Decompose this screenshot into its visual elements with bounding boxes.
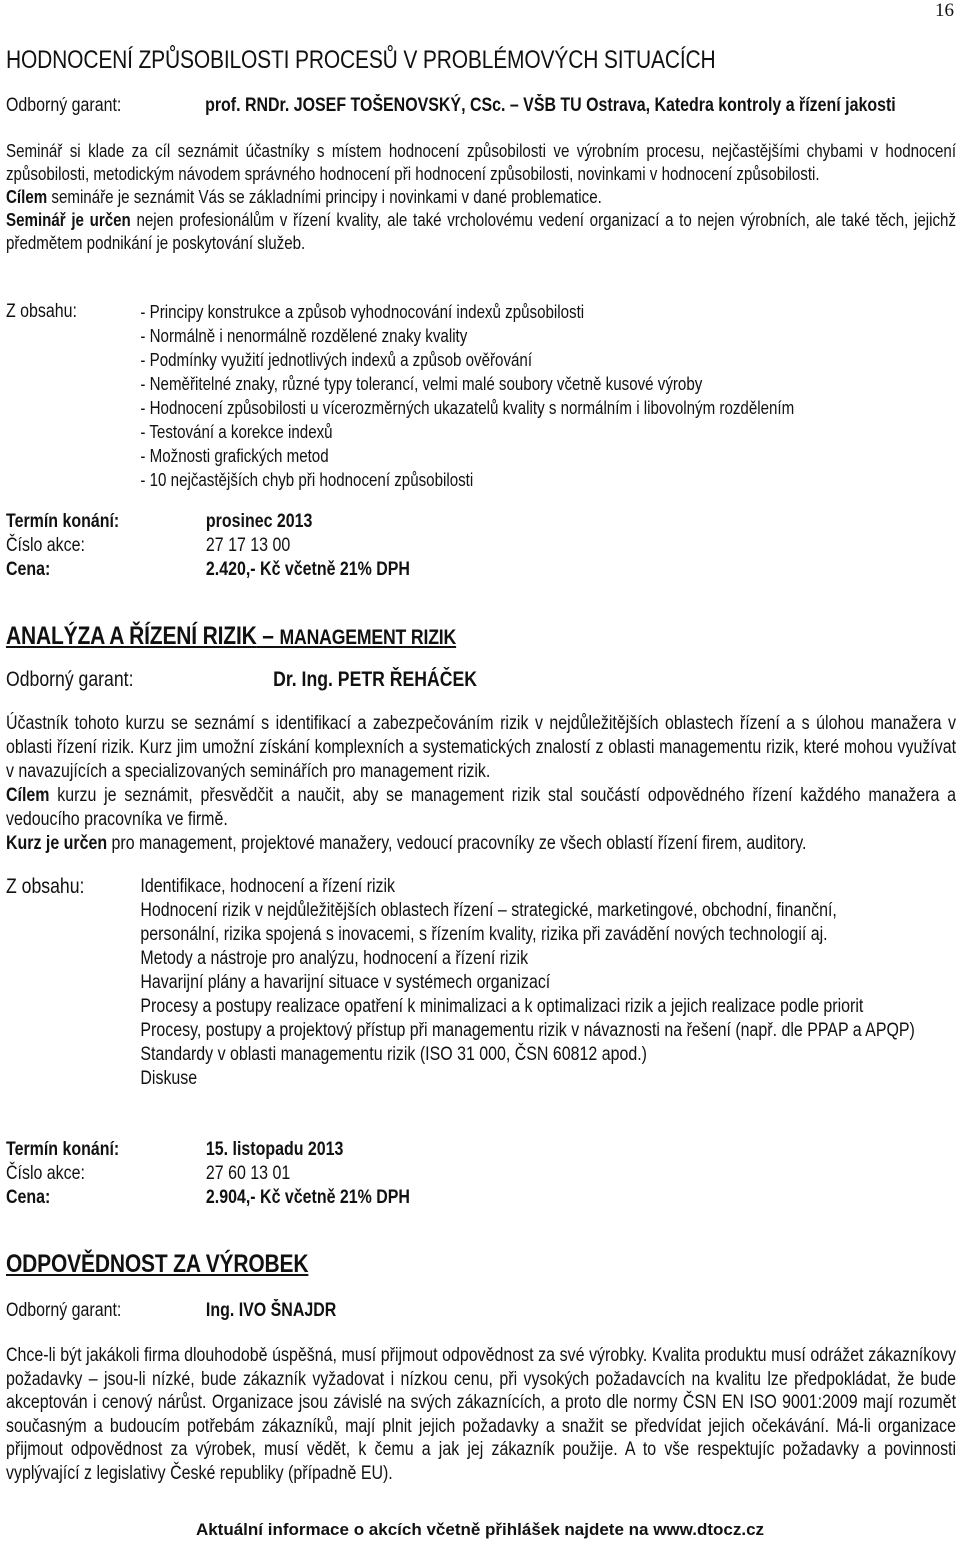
list-item: - Hodnocení způsobilosti u vícerozměrných ukazatelů kvality s normálním i libovolným rozdělením — [140, 398, 795, 418]
goal-text: semináře je seznámit Vás se základními principy i novinkami v dané problematice. — [47, 187, 602, 207]
termin-value: 15. listopadu 2013 — [205, 1139, 344, 1160]
garant-label: Odborný garant: — [6, 95, 122, 116]
termin-label: Termín konání: — [6, 511, 120, 532]
goal-text: kurzu je seznámit, přesvědčit a naučit, aby se management rizik stal součástí odpovědného řízení každého manažera a vedoucího pracovníka ve firmě. — [6, 785, 957, 830]
cislo-row — [6, 1162, 956, 1186]
list-item: - Normálně i nenormálně rozdělené znaky kvality — [140, 326, 468, 346]
termin-value: prosinec 2013 — [205, 511, 313, 532]
contents-label: Z obsahu: — [6, 301, 77, 322]
cislo-value: 27 60 13 01 — [205, 1163, 291, 1184]
cena-value: 2.904,- Kč včetně 21% DPH — [205, 1187, 410, 1208]
garant-label: Odborný garant: — [6, 668, 134, 691]
list-item: - Principy konstrukce a způsob vyhodnocování indexů způsobilosti — [140, 302, 585, 322]
termin-label: Termín konání: — [6, 1139, 120, 1160]
list-item: - Možnosti grafických metod — [140, 446, 329, 466]
section-2-title — [6, 622, 956, 651]
section-2-info — [6, 1138, 956, 1210]
cena-row — [6, 1186, 956, 1210]
garant-label: Odborný garant: — [6, 1300, 122, 1321]
section-2-title-wrap — [6, 622, 956, 651]
garant-value: Dr. Ing. PETR ŘEHÁČEK — [273, 668, 477, 691]
list-item: Havarijní plány a havarijní situace v systémech organizací — [140, 972, 551, 993]
cena-row — [6, 558, 956, 582]
section-3-text — [6, 1344, 956, 1485]
cislo-label: Číslo akce: — [6, 535, 85, 556]
cena-label: Cena: — [6, 1187, 51, 1208]
contents-label: Z obsahu: — [6, 875, 85, 898]
target-text: nejen profesionálům v řízení kvality, ale také vrcholovému vedení organizací a to nejen výrobních, ale také těch, jejichž předmětem podnikání je poskytování služeb. — [6, 210, 957, 253]
list-item: - Podmínky využití jednotlivých indexů a způsob ověřování — [140, 350, 533, 370]
body-text: Chce-li být jakákoli firma dlouhodobě úspěšná, musí přijmout odpovědnost za své výrobky. Kvalita produktu musí odrážet zákazníkovy požadavky – jsou-li nízké, bude zákazník vyžadovat i nízkou cenu, při vysokých požadavcích na kvalitu lze předpokládat, že bude akceptován i cenový nárůst. Organizace jsou závislé na svých zákaznících, a proto dle normy ČSN EN ISO 9001:2009 mají rozumět současným a budoucím potřebám zákazníků, mají plnit jejich požadavky a snažit se předvídat jejich očekávání. Má-li organizace přijmout odpovědnost za výrobek, musí vědět, k čemu a jak jej zákazník použije. A to vše respektujíc požadavky a povinnosti vyplývající z legislativy České republiky (případně EU). — [6, 1345, 957, 1484]
page-number: 16 — [935, 0, 954, 21]
list-item: Procesy a postupy realizace opatření k minimalizaci a k optimalizaci rizik a jejich realizace podle priorit — [140, 996, 864, 1017]
target-label: Kurz je určen — [6, 833, 108, 854]
footer-note: Aktuální informace o akcích včetně přihlášek najdete na www.dtocz.cz — [195, 1520, 765, 1539]
section-1-garant — [6, 95, 956, 117]
section-2-title-sep: – — [256, 622, 280, 650]
section-2-garant — [6, 668, 956, 692]
list-item: - Testování a korekce indexů — [140, 422, 333, 442]
list-item: Procesy, postupy a projektový přístup při managementu rizik v návaznosti na řešení (např. dle PPAP a APQP) — [140, 1020, 915, 1041]
section-3-title: ODPOVĚDNOST ZA VÝROBEK — [6, 1250, 309, 1278]
list-item: Metody a nástroje pro analýzu, hodnocení a řízení rizik — [140, 948, 529, 969]
intro-text: Účastník tohoto kurzu se seznámí s identifikací a zabezpečováním rizik v nejdůležitějších oblastech řízení a s úlohou manažera v oblasti řízení rizik. Kurz jim umožní získání komplexních a systematických znalostí z oblasti managementu rizik, které mohou využívat v navazujících a specializovaných seminářích pro management rizik. — [6, 713, 957, 782]
intro-text: Seminář si klade za cíl seznámit účastníky s místem hodnocení způsobilosti ve výrobním procesu, nejčastějšími chybami v hodnocení způsobilosti, metodickým návodem správného hodnocení při hodnocení způsobilosti, novinkami v hodnocení způsobilosti. — [6, 141, 957, 184]
cislo-row — [6, 534, 956, 558]
section-1-intro — [6, 140, 956, 255]
list-item: - Neměřitelné znaky, různé typy tolerancí, velmi malé soubory včetně kusové výroby — [140, 374, 703, 394]
section-2-title-sub: MANAGEMENT RIZIK — [279, 626, 457, 649]
list-item: Standardy v oblasti managementu rizik (ISO 31 000, ČSN 60812 apod.) — [140, 1044, 647, 1065]
target-text: pro management, projektové manažery, vedoucí pracovníky ze všech oblastí řízení firem, auditory. — [107, 833, 807, 854]
garant-value: Ing. IVO ŠNAJDR — [205, 1300, 337, 1321]
section-2-title-main: ANALÝZA A ŘÍZENÍ RIZIK — [6, 622, 257, 650]
section-3-garant — [6, 1300, 956, 1322]
cislo-value: 27 17 13 00 — [205, 535, 291, 556]
cena-label: Cena: — [6, 559, 51, 580]
target-label: Seminář je určen — [6, 210, 131, 230]
list-item: Diskuse — [140, 1068, 198, 1089]
section-1-title-wrap — [6, 46, 956, 75]
section-2-intro — [6, 712, 956, 856]
goal-label: Cílem — [6, 187, 48, 207]
cena-value: 2.420,- Kč včetně 21% DPH — [205, 559, 410, 580]
cislo-label: Číslo akce: — [6, 1163, 85, 1184]
goal-label: Cílem — [6, 785, 50, 806]
garant-value: prof. RNDr. JOSEF TOŠENOVSKÝ, CSc. – VŠB TU Ostrava, Katedra kontroly a řízení jakosti — [205, 95, 896, 116]
section-1-title: HODNOCENÍ ZPŮSOBILOSTI PROCESŮ V PROBLÉMOVÝCH SITUACÍCH — [6, 46, 716, 74]
section-3-title-wrap — [6, 1250, 956, 1279]
contents-list — [140, 875, 917, 1091]
termin-row — [6, 1138, 956, 1162]
list-item: Hodnocení rizik v nejdůležitějších oblastech řízení – strategické, marketingové, obchodní, finanční, personální, rizika spojená s inovacemi, s řízením kvality, rizika při zavádění nových technologií aj. — [140, 900, 837, 945]
contents-list — [140, 300, 794, 492]
list-item: Identifikace, hodnocení a řízení rizik — [140, 876, 396, 897]
termin-row — [6, 510, 956, 534]
list-item: - 10 nejčastějších chyb při hodnocení způsobilosti — [140, 470, 474, 490]
section-1-contents — [6, 300, 956, 492]
section-2-contents — [6, 875, 956, 1091]
section-1-info — [6, 510, 956, 582]
